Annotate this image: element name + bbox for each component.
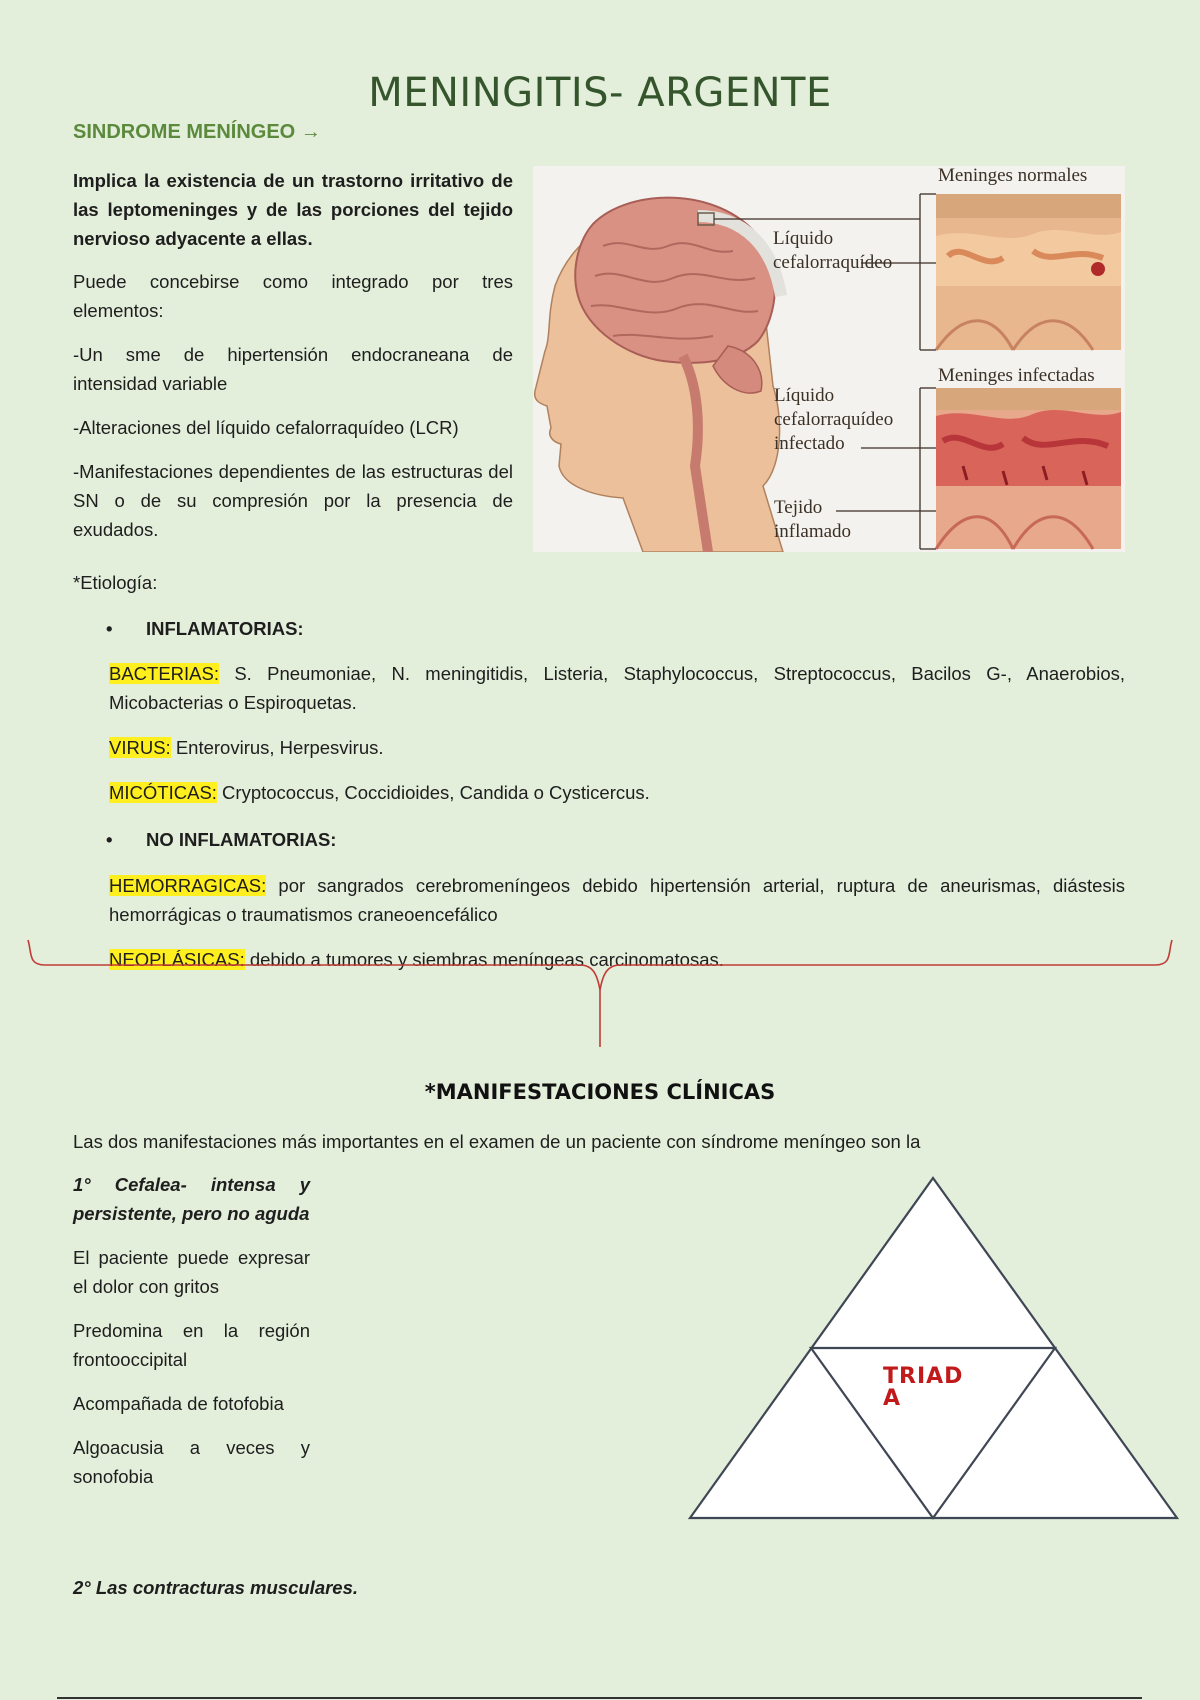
cefalea-item: El paciente puede expresar el dolor con gritos: [73, 1247, 310, 1297]
section-subtitle: SINDROME MENÍNGEO →: [73, 121, 321, 143]
clinical-intro: Las dos manifestaciones más importantes en el examen de un paciente con síndrome meníngeo son la: [73, 1131, 921, 1152]
triad-label-line2: A: [883, 1386, 902, 1411]
intro-column: [73, 166, 513, 544]
cefalea-item: Predomina en la región frontooccipital: [73, 1320, 310, 1370]
infected-meninges-block: [936, 388, 1121, 549]
hemorrhagic-item: [109, 871, 1125, 929]
label-liquido-cefalorraquideo: Líquido cefalorraquídeo: [773, 228, 893, 273]
label-meninges-infectadas: Meninges infectadas: [938, 365, 1095, 386]
inflammatory-bullet: [106, 614, 304, 643]
triad-label: [883, 1366, 1013, 1410]
element-item: -Manifestaciones dependientes de las estructuras del SN o de su compresión por la presencia de exudados.: [73, 461, 513, 540]
triad-label-line1: TRIAD: [883, 1364, 964, 1389]
mycotic-label: MICÓTICAS:: [109, 782, 217, 803]
contracturas-title: 2° Las contracturas musculares.: [73, 1577, 359, 1598]
triad-triangle-diagram: [680, 1170, 1185, 1525]
label-tejido-inflamado: Tejido inflamado: [774, 497, 852, 542]
meninges-illustration: [533, 166, 1125, 552]
label-liquido-infectado: Líquido cefalorraquídeo infectado: [774, 385, 894, 454]
virus-text: Enterovirus, Herpesvirus.: [170, 737, 384, 758]
curly-brace-shape: [0, 935, 1200, 1055]
concept-text: Puede concebirse como integrado por tres elementos:: [73, 271, 513, 321]
bacteria-text: S. Pneumoniae, N. meningitidis, Listeria, Staphylococcus, Streptococcus, Bacilos G-, Anaerobios, Micobacterias o Espiroquetas.: [109, 663, 1125, 713]
inflammatory-list: [109, 659, 1125, 807]
hemorrhagic-label: HEMORRAGICAS:: [109, 875, 267, 896]
noninflammatory-bullet: [106, 825, 336, 854]
label-meninges-normales: Meninges normales: [938, 165, 1088, 186]
virus-label: VIRUS:: [109, 737, 171, 758]
mycotic-text: Cryptococcus, Coccidioides, Candida o Cysticercus.: [216, 782, 650, 803]
noninflammatory-heading: NO INFLAMATORIAS:: [146, 829, 337, 850]
virus-item: [109, 733, 1125, 762]
element-item: -Un sme de hipertensión endocraneana de intensidad variable: [73, 344, 513, 394]
neoplastic-text: debido a tumores y siembras meníngeas carcinomatosas.: [244, 949, 724, 970]
etiology-heading: *Etiología:: [73, 572, 158, 593]
clinical-heading: *MANIFESTACIONES CLÍNICAS: [424, 1080, 776, 1104]
neoplastic-label: NEOPLÁSICAS:: [109, 949, 245, 970]
bullet-dot: •: [106, 829, 113, 850]
cefalea-column: [73, 1170, 310, 1491]
cefalea-title: 1° Cefalea- intensa y persistente, pero no aguda: [73, 1174, 310, 1224]
cefalea-item: Algoacusia a veces y sonofobia: [73, 1437, 310, 1487]
bacteria-item: [109, 659, 1125, 717]
meninges-figure: [533, 166, 1125, 552]
mycotic-item: [109, 778, 1125, 807]
definition-text: Implica la existencia de un trastorno irritativo de las leptomeninges y de las porciones del tejido nervioso adyacente a ellas.: [73, 170, 513, 249]
bacteria-label: BACTERIAS:: [109, 663, 219, 684]
cefalea-item: Acompañada de fotofobia: [73, 1393, 284, 1414]
element-item: -Alteraciones del líquido cefalorraquídeo (LCR): [73, 417, 459, 438]
normal-meninges-block: [936, 194, 1121, 350]
document-title: MENINGITIS- ARGENTE: [368, 70, 832, 116]
footer-rule: [57, 1697, 1142, 1699]
head-profile-image: [535, 198, 783, 552]
inflammatory-heading: INFLAMATORIAS:: [146, 618, 304, 639]
hemorrhagic-text: por sangrados cerebromeníngeos debido hipertensión arterial, ruptura de aneurismas, diástesis hemorrágicas o traumatismos craneoencefálico: [109, 875, 1125, 925]
bullet-dot: •: [106, 618, 113, 639]
